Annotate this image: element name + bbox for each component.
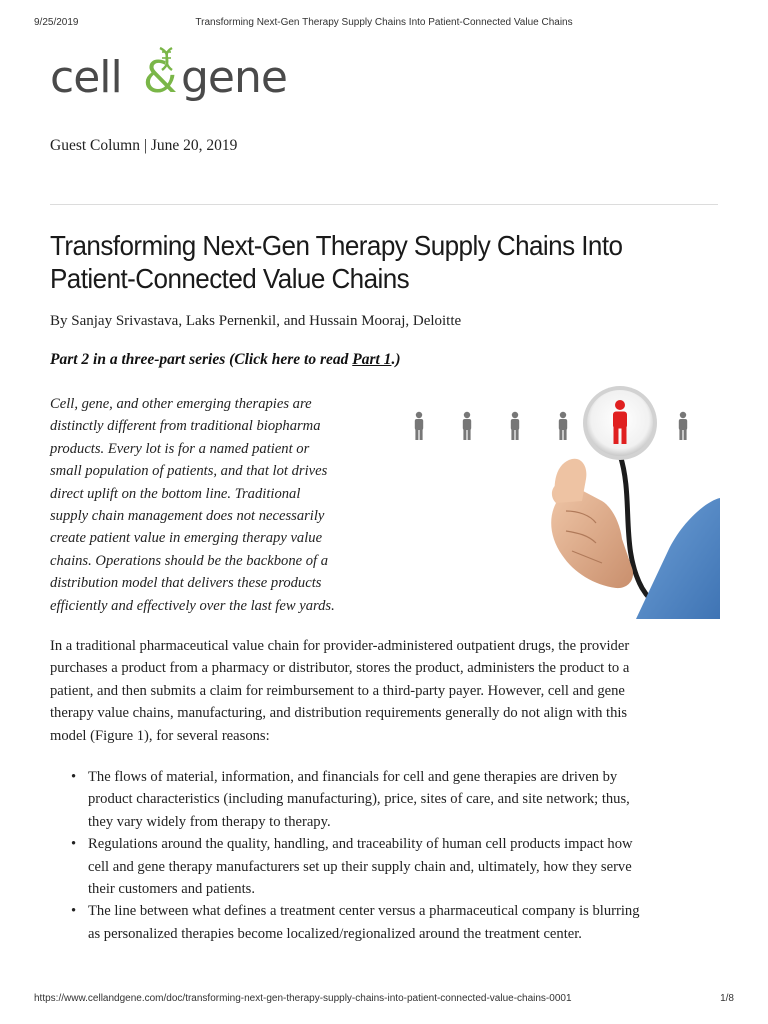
page-url: https://www.cellandgene.com/doc/transforming-next-gen-therapy-supply-chains-into-patient-connected-value-chains-0001	[34, 993, 572, 1004]
person-icon	[679, 412, 687, 440]
intro-line: distribution model that delivers these products	[50, 575, 322, 592]
body-line: In a traditional pharmaceutical value chain for provider-administered outpatient drugs, the provider	[50, 638, 630, 654]
series-prefix: Part 2 in a three-part series (Click here to read	[50, 351, 353, 368]
site-logo[interactable]	[50, 44, 290, 110]
bullet-line: • The line between what defines a treatment center versus a pharmaceutical company is blurring	[88, 903, 640, 920]
list-item	[66, 833, 726, 900]
reasons-list	[66, 766, 726, 945]
hand	[551, 459, 633, 588]
header-divider	[50, 204, 718, 205]
bullet-line: as personalized therapies become localized/regionalized around the treatment center.	[88, 925, 582, 942]
intro-line: products. Every lot is for a named patient or	[50, 440, 310, 457]
body-line: patient, and then submits a claim for reimbursement to a third-party payer. However, cell and gene	[50, 682, 625, 699]
print-footer	[34, 993, 734, 1007]
article-meta: Guest Column | June 20, 2019	[50, 137, 238, 154]
intro-line: supply chain management does not necessarily	[50, 508, 325, 525]
article-body-paragraph	[50, 635, 730, 747]
print-header	[34, 17, 734, 31]
sleeve	[636, 498, 720, 619]
person-icon	[511, 412, 519, 440]
series-suffix: .)	[391, 351, 401, 368]
list-item	[66, 900, 726, 945]
logo-word-cell: cell	[50, 52, 122, 103]
list-item	[66, 766, 726, 833]
bullet-line: their customers and patients.	[88, 881, 255, 898]
series-note	[50, 351, 400, 369]
article-title	[50, 229, 671, 295]
bullet-line: • Regulations around the quality, handling, and traceability of human cell products impact how	[88, 836, 633, 853]
body-line: therapy value chains, manufacturing, and distribution requirements generally do not align with this	[50, 705, 628, 722]
part-1-link[interactable]: Part 1	[352, 351, 392, 368]
print-title: Transforming Next-Gen Therapy Supply Chains Into Patient-Connected Value Chains	[195, 17, 573, 28]
intro-line: small population of patients, and that lot drives	[50, 463, 328, 480]
bullet-line: • The flows of material, information, and financials for cell and gene therapies are driven by	[88, 769, 618, 785]
article-byline: By Sanjay Srivastava, Laks Pernenkil, and Hussain Mooraj, Deloitte	[50, 313, 462, 329]
intro-line: efficiently and effectively over the last few yards.	[50, 597, 335, 614]
article-title-line: Patient-Connected Value Chains	[50, 263, 410, 294]
logo-ampersand: &	[143, 52, 177, 103]
logo-word-gene: gene	[181, 52, 287, 103]
person-icon	[463, 412, 471, 440]
bullet-line: product characteristics (including manufacturing), price, sites of care, and site network; thus,	[88, 791, 630, 808]
person-icon	[415, 412, 423, 440]
body-line: model (Figure 1), for several reasons:	[50, 727, 270, 744]
dna-helix-icon	[156, 46, 178, 72]
intro-line: distinctly different from traditional biopharma	[50, 418, 321, 435]
intro-line: direct uplift on the bottom line. Traditional	[50, 485, 301, 502]
person-icon	[559, 412, 567, 440]
body-line: purchases a product from a pharmacy or distributor, stores the product, administers the product to a	[50, 660, 630, 677]
bullet-line: cell and gene therapy manufacturers set up their supply chain and, ultimately, how they serve	[88, 858, 632, 875]
intro-line: chains. Operations should be the backbone of a	[50, 552, 329, 569]
article-intro	[50, 393, 390, 617]
hero-image	[406, 383, 720, 619]
article-title-line: Transforming Next-Gen Therapy Supply Chains Into	[50, 230, 623, 261]
bullet-line: they vary widely from therapy to therapy.	[88, 813, 331, 830]
page-number: 1/8	[720, 993, 734, 1004]
intro-line: create patient value in emerging therapy value	[50, 530, 323, 547]
intro-line: Cell, gene, and other emerging therapies are	[50, 396, 312, 412]
print-date: 9/25/2019	[34, 17, 79, 28]
